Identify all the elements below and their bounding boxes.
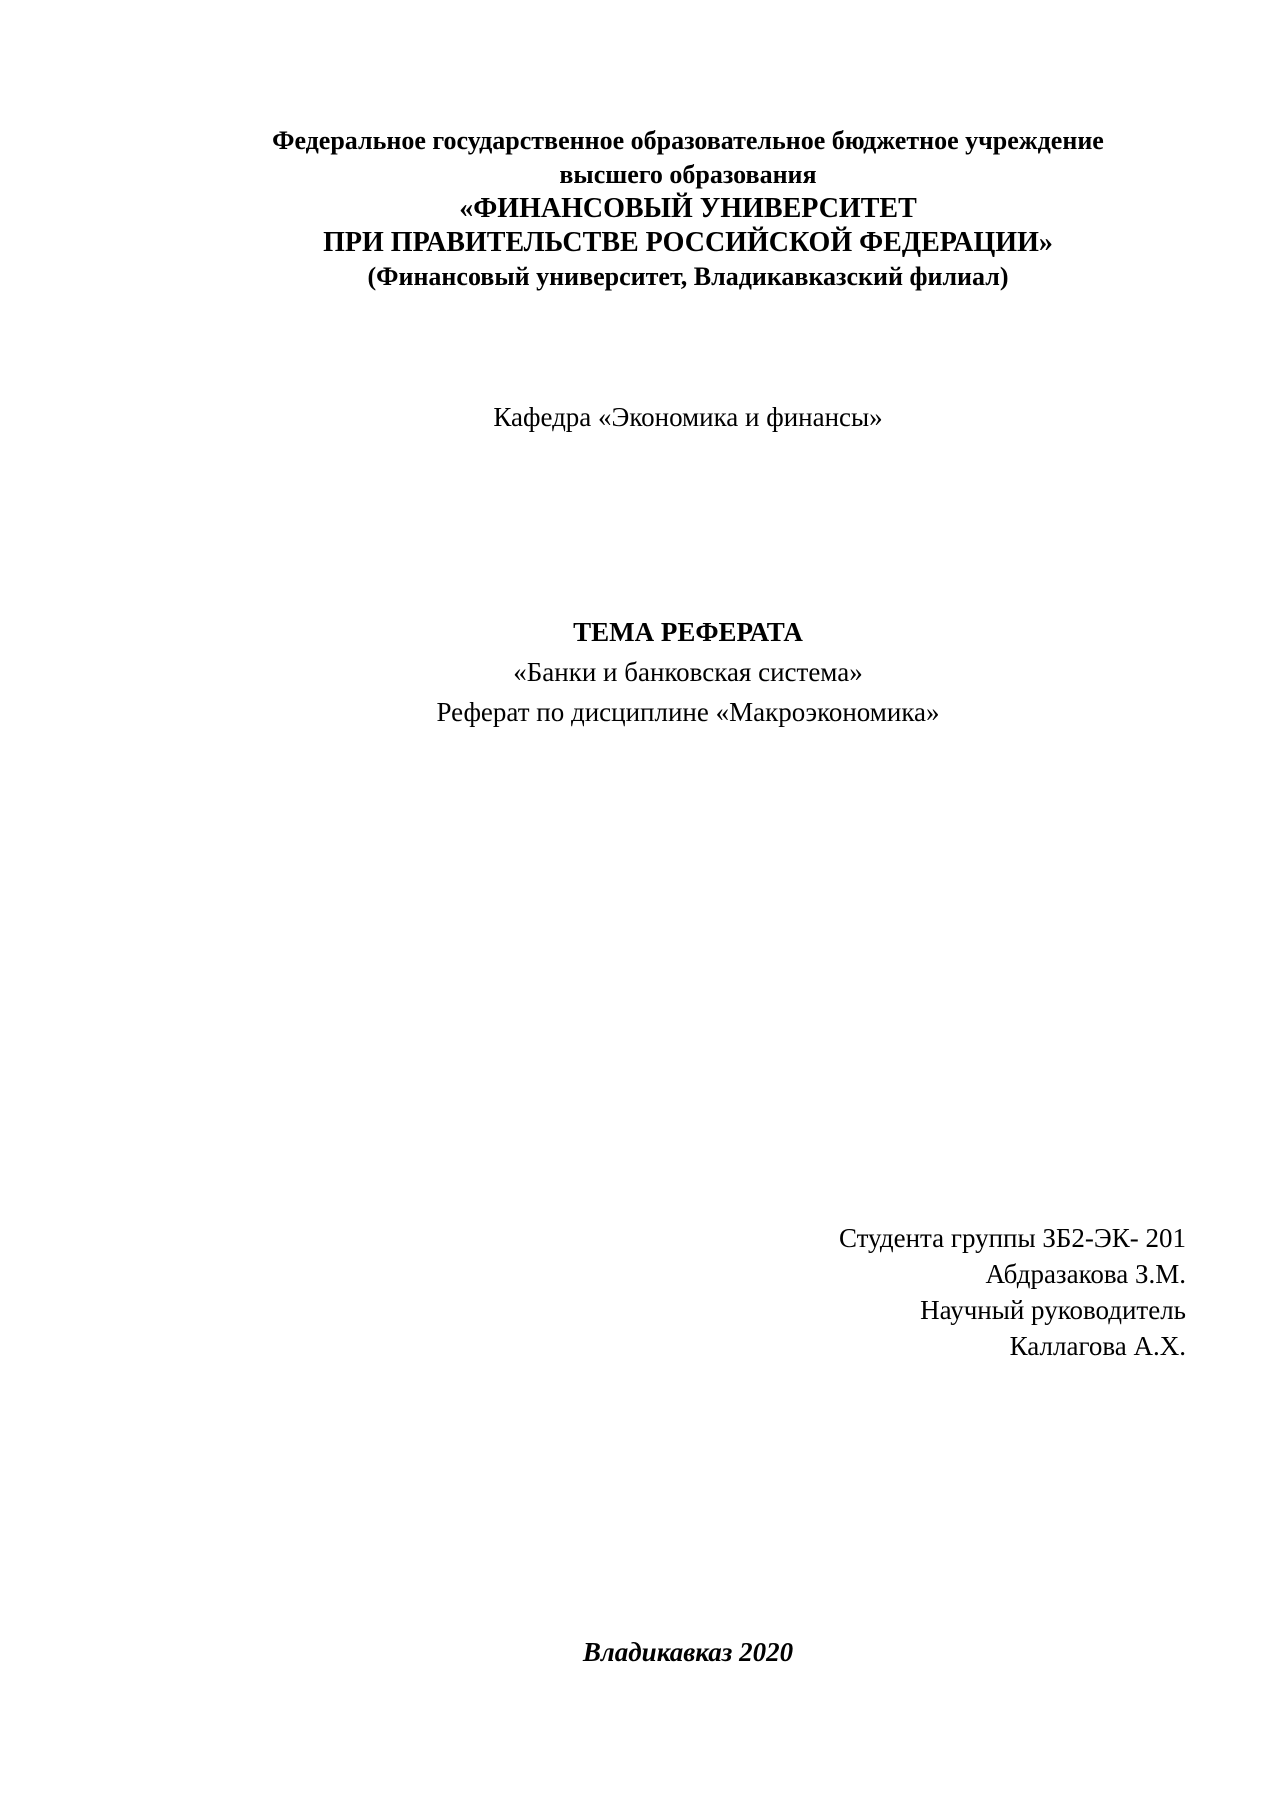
- student-group: Студента группы ЗБ2-ЭК- 201: [838, 1223, 1186, 1253]
- advisor-label: Научный руководитель: [920, 1295, 1186, 1325]
- city-year-text: Владикавказ 2020: [582, 1637, 794, 1667]
- institution-branch: (Финансовый университет, Владикавказский филиал): [367, 262, 1009, 291]
- topic-heading: ТЕМА РЕФЕРАТА: [573, 617, 803, 647]
- advisor-name: Каллагова А.Х.: [1009, 1331, 1186, 1361]
- institution-level: высшего образования: [559, 160, 817, 189]
- department-name: Кафедра «Экономика и финансы»: [493, 402, 883, 432]
- city-year: [198, 1634, 1178, 1670]
- institution-header: [198, 124, 1178, 294]
- topic-name: «Банки и банковская система»: [513, 657, 863, 687]
- institution-type: Федеральное государственное образовательное бюджетное учреждение: [272, 126, 1104, 155]
- topic-block: [198, 612, 1178, 732]
- topic-discipline: Реферат по дисциплине «Макроэкономика»: [436, 697, 940, 727]
- department: [198, 400, 1178, 434]
- institution-name-line1: «ФИНАНСОВЫЙ УНИВЕРСИТЕТ: [459, 193, 917, 224]
- student-name: Абдразакова З.М.: [985, 1259, 1186, 1289]
- student-info: [586, 1220, 1186, 1364]
- institution-name-line2: ПРИ ПРАВИТЕЛЬСТВЕ РОССИЙСКОЙ ФЕДЕРАЦИИ»: [323, 227, 1053, 258]
